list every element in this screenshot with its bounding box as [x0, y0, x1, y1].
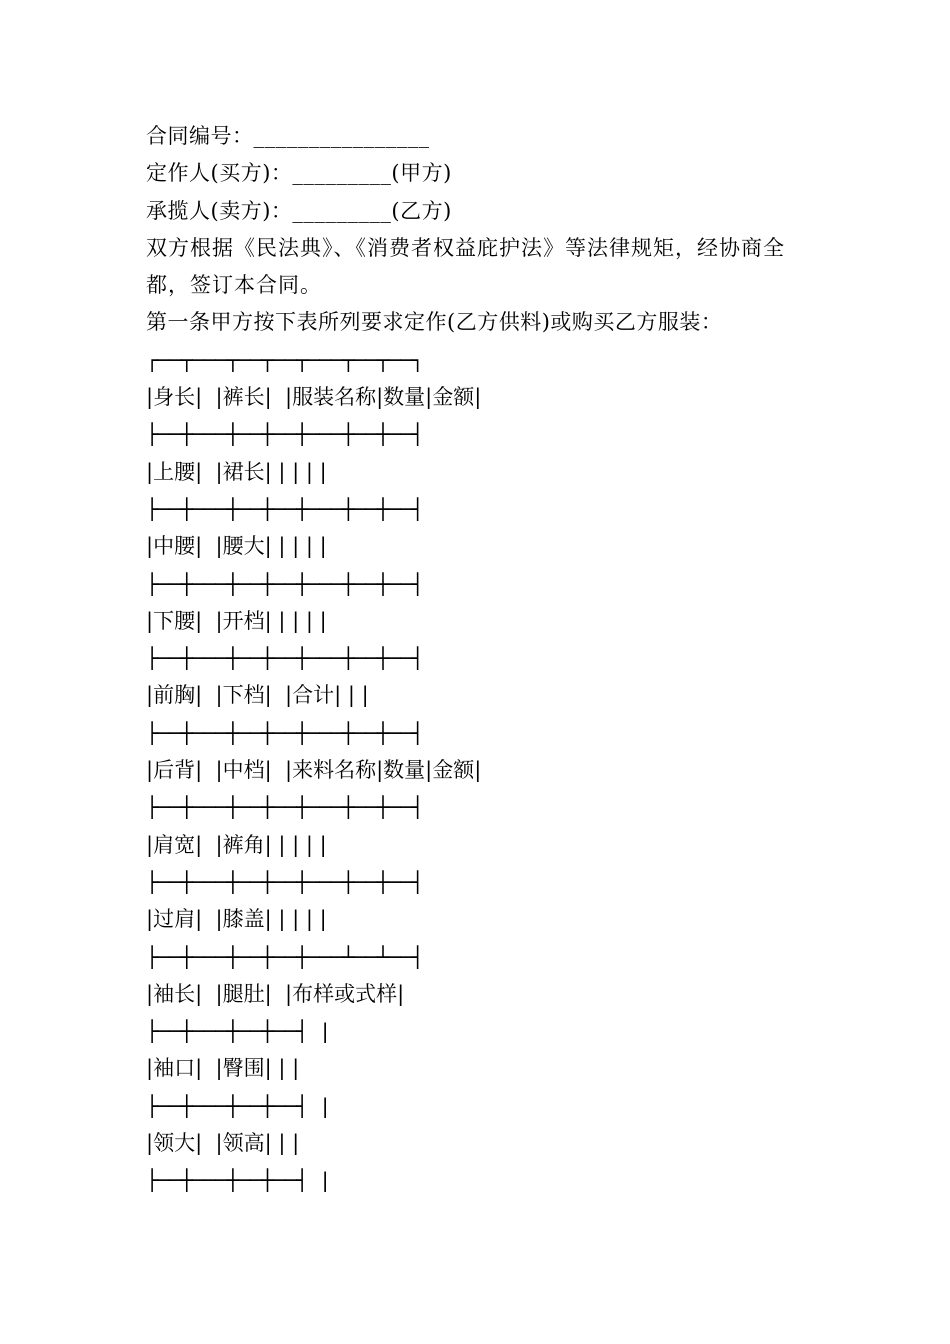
- table-separator: ├──┼───┼──┼──┤ |: [146, 1093, 331, 1118]
- table-separator: ├──┼───┼──┼──┼───┼──┼──┤: [146, 571, 423, 596]
- table-separator: ├──┼───┼──┼──┼───┼──┼──┤: [146, 869, 423, 894]
- buyer-line: 定作人(买方)：_________(甲方): [146, 161, 452, 186]
- table-separator: ├──┼───┼──┼──┼───┼──┼──┤: [146, 795, 423, 820]
- table-row: |身长| |裤长| |服装名称|数量|金额|: [146, 385, 482, 410]
- table-separator: ├──┼───┼──┼──┼───┼──┼──┤: [146, 646, 423, 671]
- intro-paragraph: 双方根据《民法典》、《消费者权益庇护法》等法律规矩，经协商全都，签订本合同。: [146, 235, 785, 298]
- measurement-table: [146, 342, 826, 1200]
- table-separator: ├──┼───┼──┼──┤ |: [146, 1168, 331, 1193]
- table-row: |领大| |领高| | |: [146, 1131, 300, 1156]
- article-one: 第一条甲方按下表所列要求定作(乙方供料)或购买乙方服装：: [146, 310, 723, 335]
- table-row: |上腰| |裙长| | | | |: [146, 459, 327, 484]
- table-row: |前胸| |下档| |合计| | |: [146, 683, 369, 708]
- table-row: |肩宽| |裤角| | | | |: [146, 832, 327, 857]
- table-row: |后背| |中档| |来料名称|数量|金额|: [146, 758, 482, 783]
- contract-number-line: 合同编号：________________: [146, 124, 430, 148]
- contract-page: [146, 118, 826, 1200]
- table-separator: ├──┼───┼──┼──┼───┼──┼──┤: [146, 496, 423, 521]
- table-top-border: ┌──┬───┬──┬──┬───┬──┬──┐: [146, 347, 423, 372]
- table-separator: ├──┼───┼──┼──┤ |: [146, 1019, 331, 1044]
- table-row: |过肩| |膝盖| | | | |: [146, 907, 327, 932]
- table-separator: ├──┼───┼──┼──┼───┼──┼──┤: [146, 720, 423, 745]
- table-row: |中腰| |腰大| | | | |: [146, 534, 327, 559]
- table-row: |下腰| |开档| | | | |: [146, 608, 327, 633]
- table-separator: ├──┼───┼──┼──┼───┴──┴──┤: [146, 944, 423, 969]
- table-row: |袖长| |腿肚| |布样或式样|: [146, 981, 405, 1006]
- table-separator: ├──┼───┼──┼──┼───┼──┼──┤: [146, 422, 423, 447]
- table-row: |袖口| |臀围| | |: [146, 1056, 300, 1081]
- seller-line: 承揽人(卖方)：_________(乙方): [146, 198, 452, 223]
